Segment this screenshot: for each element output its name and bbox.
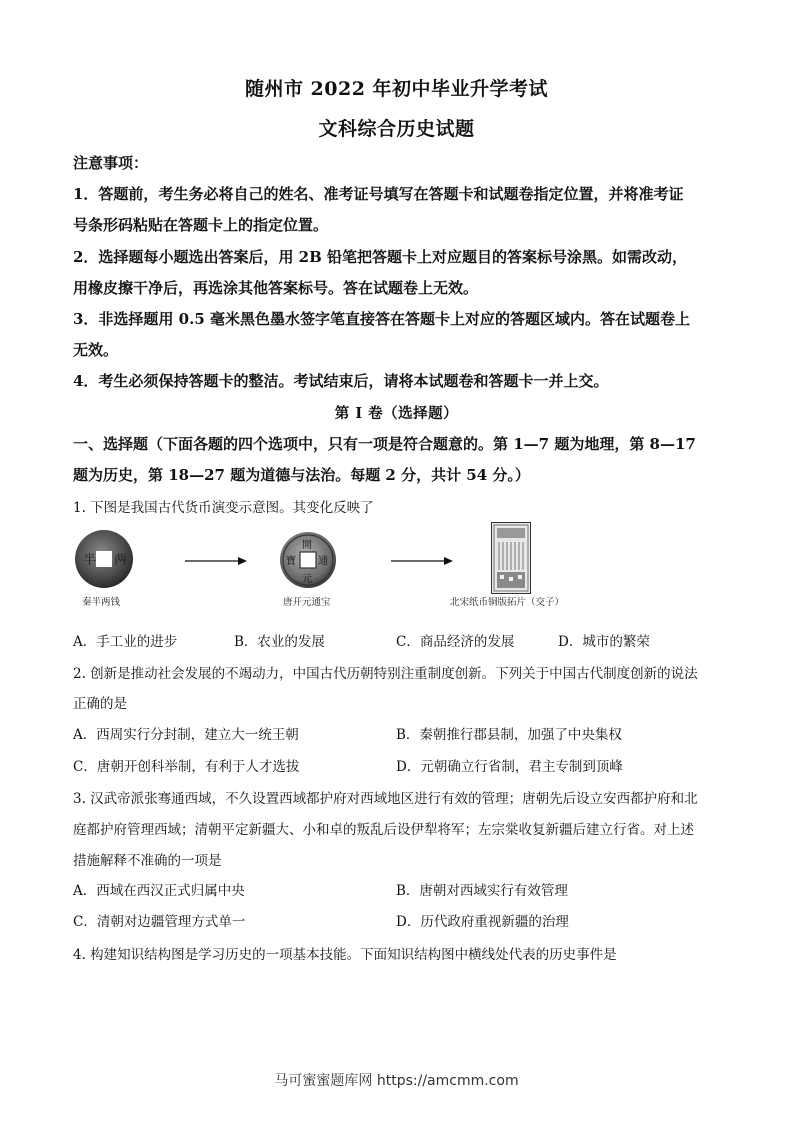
notice-line: 3．非选择题用 0.5 毫米黑色墨水签字笔直接答在答题卡上对应的答题区域内。答在试题卷上 xyxy=(73,310,690,328)
question-3-option-b: B．唐朝对西域实行有效管理 xyxy=(396,883,568,899)
question-1-option-d: D．城市的繁荣 xyxy=(558,634,650,650)
question-1-option-b: B．农业的发展 xyxy=(234,634,325,650)
question-4-stem: 4. 构建知识结构图是学习历史的一项基本技能。下面知识结构图中横线处代表的历史事件是 xyxy=(73,947,617,963)
question-1-option-a: A．手工业的进步 xyxy=(73,634,178,650)
figure-caption: 北宋纸币铜版拓片（交子） xyxy=(450,597,565,608)
notice-line: 4．考生必须保持答题卡的整洁。考试结束后，请将本试题卷和答题卡一并上交。 xyxy=(73,372,609,390)
arrow-right-icon xyxy=(391,556,453,566)
qin-banliang-coin-image xyxy=(73,528,135,590)
notice-line: 2．选择题每小题选出答案后，用 2B 铅笔把答题卡上对应题目的答案标号涂黑。如需改动， xyxy=(73,248,688,266)
question-3-stem: 措施解释不准确的一项是 xyxy=(73,853,222,869)
question-1-option-c: C．商品经济的发展 xyxy=(396,634,515,650)
coin-glyph: 两 xyxy=(114,553,128,568)
notice-line: 用橡皮擦干净后，再选涂其他答案标号。答在试题卷上无效。 xyxy=(73,279,479,297)
arrow-right-icon xyxy=(185,556,247,566)
figure-caption: 秦半两钱 xyxy=(82,597,121,608)
question-2-option-c: C．唐朝开创科举制，有利于人才选拔 xyxy=(73,759,300,775)
question-2-stem: 正确的是 xyxy=(73,696,127,712)
question-2-option-d: D．元朝确立行省制，君主专制到顶峰 xyxy=(396,759,623,775)
notice-line: 1．答题前，考生务必将自己的姓名、准考证号填写在答题卡和试题卷指定位置，并将准考证 xyxy=(73,185,684,203)
section-title: 第 I 卷（选择题） xyxy=(334,405,459,422)
question-1-stem: 1. 下图是我国古代货币演变示意图。其变化反映了 xyxy=(73,500,374,516)
question-3-option-d: D．历代政府重视新疆的治理 xyxy=(396,914,569,930)
exam-subtitle: 文科综合历史试题 xyxy=(318,118,475,140)
notice-heading: 注意事项： xyxy=(73,154,149,172)
currency-evolution-figure xyxy=(73,522,723,612)
coin-glyph: 半 xyxy=(83,553,97,568)
section-intro: 题为历史，第 18—27 题为道德与法治。每题 2 分，共计 54 分。） xyxy=(73,466,530,484)
question-2-option-a: A．西周实行分封制，建立大一统王朝 xyxy=(73,727,299,743)
question-3-stem: 庭都护府管理西域；清朝平定新疆大、小和卓的叛乱后设伊犁将军；左宗棠收复新疆后建立行省。对上述 xyxy=(73,822,694,838)
coin-glyph: 開 xyxy=(302,540,312,551)
question-2-stem: 2. 创新是推动社会发展的不竭动力，中国古代历朝特别注重制度创新。下列关于中国古代制度创新的说法 xyxy=(73,666,698,682)
exam-title: 随州市 2022 年初中毕业升学考试 xyxy=(244,78,549,100)
tang-kaiyuan-coin-image xyxy=(278,530,338,590)
jiaozi-paper-money-image xyxy=(491,522,531,594)
coin-glyph: 元 xyxy=(302,574,312,585)
notice-line: 号条形码粘贴在答题卡上的指定位置。 xyxy=(73,216,329,234)
coin-glyph: 通 xyxy=(318,556,328,567)
watermark-footer: 马可蜜蜜题库网 https://amcmm.com xyxy=(274,1073,519,1089)
notice-line: 无效。 xyxy=(73,341,119,359)
section-intro: 一、选择题（下面各题的四个选项中，只有一项是符合题意的。第 1—7 题为地理，第 8—17 xyxy=(73,435,696,453)
coin-glyph: 寶 xyxy=(286,556,296,567)
question-3-stem: 3. 汉武帝派张骞通西域，不久设置西域都护府对西域地区进行有效的管理；唐朝先后设立安西都护府和北 xyxy=(73,791,698,807)
question-3-option-a: A．西域在西汉正式归属中央 xyxy=(73,883,245,899)
question-3-option-c: C．清朝对边疆管理方式单一 xyxy=(73,914,246,930)
question-2-option-b: B．秦朝推行郡县制，加强了中央集权 xyxy=(396,727,622,743)
figure-caption: 唐开元通宝 xyxy=(283,597,331,608)
